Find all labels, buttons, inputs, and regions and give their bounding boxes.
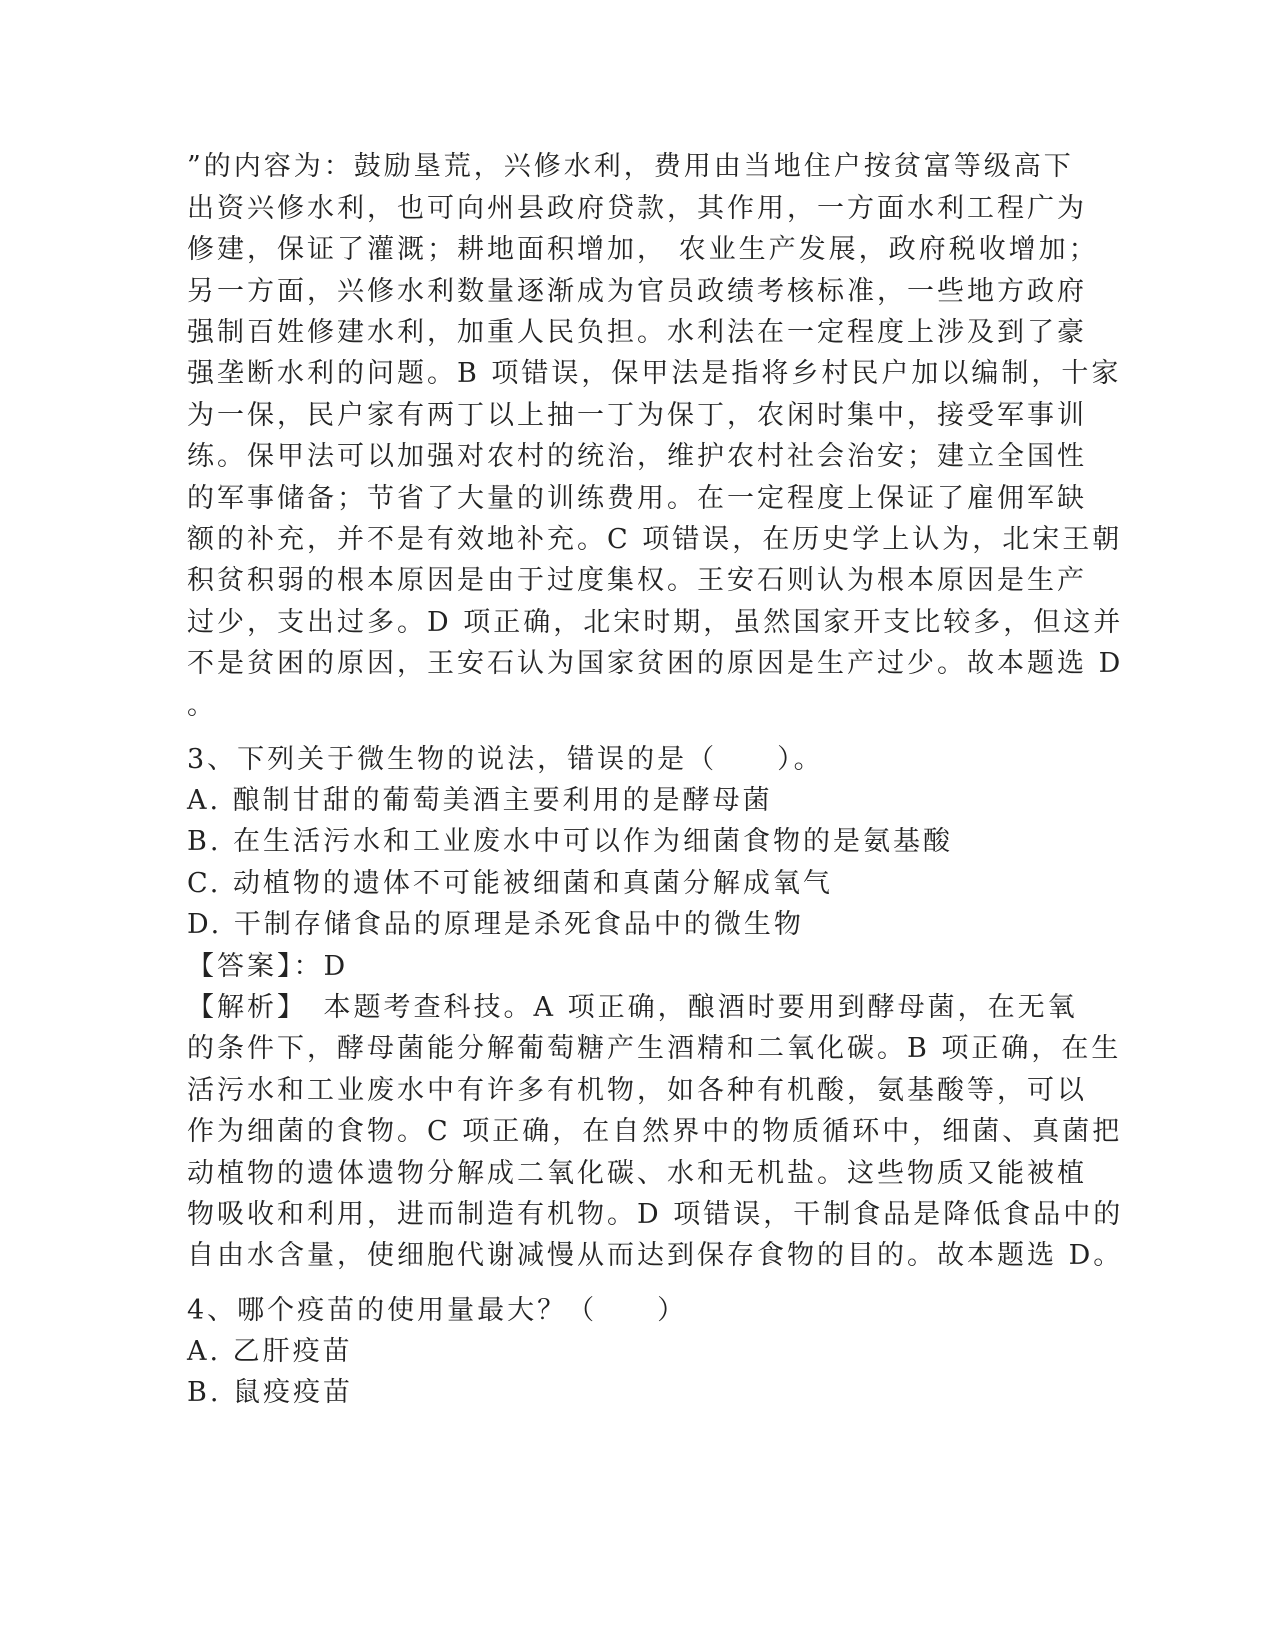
analysis-line: 修建，保证了灌溉；耕地面积增加， 农业生产发展，政府税收增加； <box>187 234 1099 265</box>
analysis-line: ”的内容为：鼓励垦荒，兴修水利，费用由当地住户按贫富等级高下 <box>187 151 1074 182</box>
analysis-line: 。 <box>187 690 217 721</box>
question-3-analysis-line: 物吸收和利用，进而制造有机物。D 项错误，干制食品是降低食品中的 <box>187 1199 1124 1230</box>
analysis-line: 强制百姓修建水利，加重人民负担。水利法在一定程度上涉及到了豪 <box>187 317 1087 348</box>
analysis-line: 积贫积弱的根本原因是由于过度集权。王安石则认为根本原因是生产 <box>187 565 1087 596</box>
question-3-analysis-line: 的条件下，酵母菌能分解葡萄糖产生酒精和二氧化碳。B 项正确，在生 <box>187 1033 1122 1064</box>
analysis-line: 强垄断水利的问题。B 项错误，保甲法是指将乡村民户加以编制，十家 <box>187 358 1122 389</box>
question-3-option-a: A. 酿制甘甜的葡萄美酒主要利用的是酵母菌 <box>187 785 773 816</box>
question-3-analysis-line: 作为细菌的食物。C 项正确，在自然界中的物质循环中，细菌、真菌把 <box>187 1116 1123 1147</box>
question-4-stem: 4、哪个疫苗的使用量最大？（ ） <box>187 1295 688 1326</box>
question-3-stem: 3、下列关于微生物的说法，错误的是（ ）。 <box>187 744 824 775</box>
question-3-option-b: B. 在生活污水和工业废水中可以作为细菌食物的是氨基酸 <box>187 826 954 857</box>
analysis-line: 为一保，民户家有两丁以上抽一丁为保丁，农闲时集中，接受军事训 <box>187 400 1087 431</box>
question-3-analysis-line: 自由水含量，使细胞代谢减慢从而达到保存食物的目的。故本题选 D。 <box>187 1240 1124 1271</box>
question-3-analysis-line: 【解析】 本题考查科技。A 项正确，酿酒时要用到酵母菌，在无氧 <box>187 992 1078 1023</box>
analysis-line: 出资兴修水利，也可向州县政府贷款，其作用，一方面水利工程广为 <box>187 193 1087 224</box>
analysis-line: 额的补充，并不是有效地补充。C 项错误，在历史学上认为，北宋王朝 <box>187 524 1123 555</box>
question-3-analysis-line: 动植物的遗体遗物分解成二氧化碳、水和无机盐。这些物质又能被植 <box>187 1158 1087 1189</box>
question-3-analysis-line: 活污水和工业废水中有许多有机物，如各种有机酸，氨基酸等，可以 <box>187 1075 1087 1106</box>
analysis-line: 练。保甲法可以加强对农村的统治，维护农村社会治安；建立全国性 <box>187 441 1087 472</box>
question-3-option-c: C. 动植物的遗体不可能被细菌和真菌分解成氧气 <box>187 868 833 899</box>
question-4-option-b: B. 鼠疫疫苗 <box>187 1377 354 1408</box>
question-3-answer: 【答案】：D <box>187 951 349 982</box>
analysis-line: 不是贫困的原因，王安石认为国家贫困的原因是生产过少。故本题选 D <box>187 648 1124 679</box>
question-4-option-a: A. 乙肝疫苗 <box>187 1336 353 1367</box>
analysis-line: 的军事储备；节省了大量的训练费用。在一定程度上保证了雇佣军缺 <box>187 483 1087 514</box>
question-3-option-d: D. 干制存储食品的原理是杀死食品中的微生物 <box>187 909 804 940</box>
analysis-line: 另一方面，兴修水利数量逐渐成为官员政绩考核标准，一些地方政府 <box>187 276 1087 307</box>
analysis-line: 过少，支出过多。D 项正确，北宋时期，虽然国家开支比较多，但这并 <box>187 607 1124 638</box>
